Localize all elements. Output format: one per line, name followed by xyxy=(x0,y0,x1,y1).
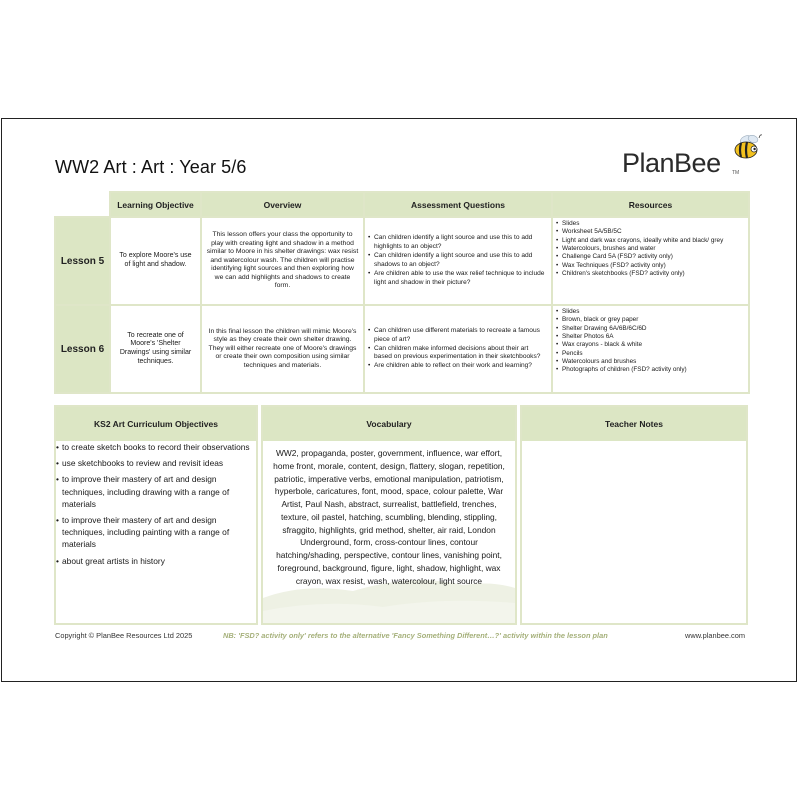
curriculum-panel xyxy=(54,405,258,625)
list-item: • about great artists in history xyxy=(56,555,256,567)
list-item: • Can children identify a light source and use this to add shadows to an object? xyxy=(368,252,548,270)
curriculum-heading: KS2 Art Curriculum Objectives xyxy=(56,407,256,441)
table-row xyxy=(55,217,749,305)
bee-icon xyxy=(726,132,762,164)
teacher-notes-panel xyxy=(520,405,748,625)
list-item: • Shelter Drawing 6A/6B/6C/6D xyxy=(556,325,745,333)
list-item: • Are children able to use the wax relief technique to include light and shadow in their picture? xyxy=(368,270,548,288)
table-row xyxy=(55,305,749,393)
list-item: • Wax crayons - black & white xyxy=(556,341,745,349)
vocabulary-panel xyxy=(261,405,517,625)
vocabulary-heading: Vocabulary xyxy=(263,407,515,441)
list-item: • Worksheet 5A/5B/5C xyxy=(556,228,745,236)
header-blank-cell xyxy=(55,192,110,217)
page-title: WW2 Art : Art : Year 5/6 xyxy=(55,157,247,177)
list-item: • Slides xyxy=(556,308,745,316)
list-item: • Are children able to reflect on their work and learning? xyxy=(368,362,548,371)
copyright-text: Copyright © PlanBee Resources Ltd 2025 xyxy=(55,631,193,640)
list-item: • Slides xyxy=(556,220,745,228)
header-learning-objective: Learning Objective xyxy=(110,192,201,217)
list-item: • Brown, black or grey paper xyxy=(556,316,745,324)
planbee-logo xyxy=(622,146,762,182)
logo-text: PlanBee xyxy=(622,148,721,178)
learning-objective-cell: To recreate one of Moore's 'Shelter Drawings' using similar techniques. xyxy=(110,305,201,393)
curriculum-list xyxy=(56,441,256,567)
overview-cell: This lesson offers your class the opportunity to play with creating light and shadow in a method similar to Moore in his shelter drawings: wax resist and watercolour wash. The children will practise identifying light sources and then exploring how we can add highlights and shadows to create form. xyxy=(201,217,364,305)
teacher-notes-heading: Teacher Notes xyxy=(522,407,746,441)
list-item: • Can children identify a light source and use this to add highlights to an object? xyxy=(368,234,548,252)
header-overview: Overview xyxy=(201,192,364,217)
assessment-questions-cell xyxy=(364,217,552,305)
vocabulary-text: WW2, propaganda, poster, government, influence, war effort, home front, morale, content, design, flattery, slogan, repetition, patriotic, imperative verbs, emotional manipulation, patriotism, hyperbole, caricatures, font, mood, space, colour palette, War Artist, Paul Nash, abstract, surrealist, battlefield, trenches, texture, oil pastel, hatching, scumbling, blending, stippling, sfraggito, highlights, grid method, shelter, air raid, London Underground, form, cross-contour lines, contour hatching/shading, perspective, contour lines, vanishing point, foreground, background, figure, light, shadow, highlight, wax crayon, wax resist, wash, watercolour, light source xyxy=(273,448,505,586)
list-item: • to create sketch books to record their observations xyxy=(56,441,256,453)
header-assessment-questions: Assessment Questions xyxy=(364,192,552,217)
lessons-table xyxy=(54,191,750,394)
list-item: • Shelter Photos 6A xyxy=(556,333,745,341)
header-resources: Resources xyxy=(552,192,749,217)
lesson-label: Lesson 6 xyxy=(55,305,110,393)
resources-cell xyxy=(552,217,749,305)
lesson-label: Lesson 5 xyxy=(55,217,110,305)
list-item: • Can children use different materials to recreate a famous piece of art? xyxy=(368,327,548,345)
list-item: • Can children make informed decisions about their art based on previous experimentation in their sketchbooks? xyxy=(368,345,548,363)
list-item: • Photographs of children (FSD? activity only) xyxy=(556,366,745,374)
list-item: • Pencils xyxy=(556,350,745,358)
assessment-questions-cell xyxy=(364,305,552,393)
website-link[interactable]: www.planbee.com xyxy=(685,631,745,640)
list-item: • Children's sketchbooks (FSD? activity only) xyxy=(556,270,745,278)
learning-objective-cell: To explore Moore's use of light and shadow. xyxy=(110,217,201,305)
list-item: • to improve their mastery of art and design techniques, including drawing with a range of materials xyxy=(56,473,256,510)
list-item: • Light and dark wax crayons, ideally white and black/ grey xyxy=(556,237,745,245)
list-item: • Watercolours and brushes xyxy=(556,358,745,366)
list-item: • Challenge Card 5A (FSD? activity only) xyxy=(556,253,745,261)
logo-trademark: TM xyxy=(732,170,740,176)
fsd-note: NB: 'FSD? activity only' refers to the alternative 'Fancy Something Different…?' activity within the lesson plan xyxy=(223,631,608,640)
resources-cell xyxy=(552,305,749,393)
list-item: • Wax Techniques (FSD? activity only) xyxy=(556,262,745,270)
list-item: • to improve their mastery of art and design techniques, including painting with a range of materials xyxy=(56,514,256,551)
overview-cell: In this final lesson the children will mimic Moore's style as they create their own shelter drawing. They will either recreate one of Moore's drawings or create their own composition using similar techniques and materials. xyxy=(201,305,364,393)
list-item: • use sketchbooks to review and revisit ideas xyxy=(56,457,256,469)
list-item: • Watercolours, brushes and water xyxy=(556,245,745,253)
lessons-header-row xyxy=(55,192,749,217)
